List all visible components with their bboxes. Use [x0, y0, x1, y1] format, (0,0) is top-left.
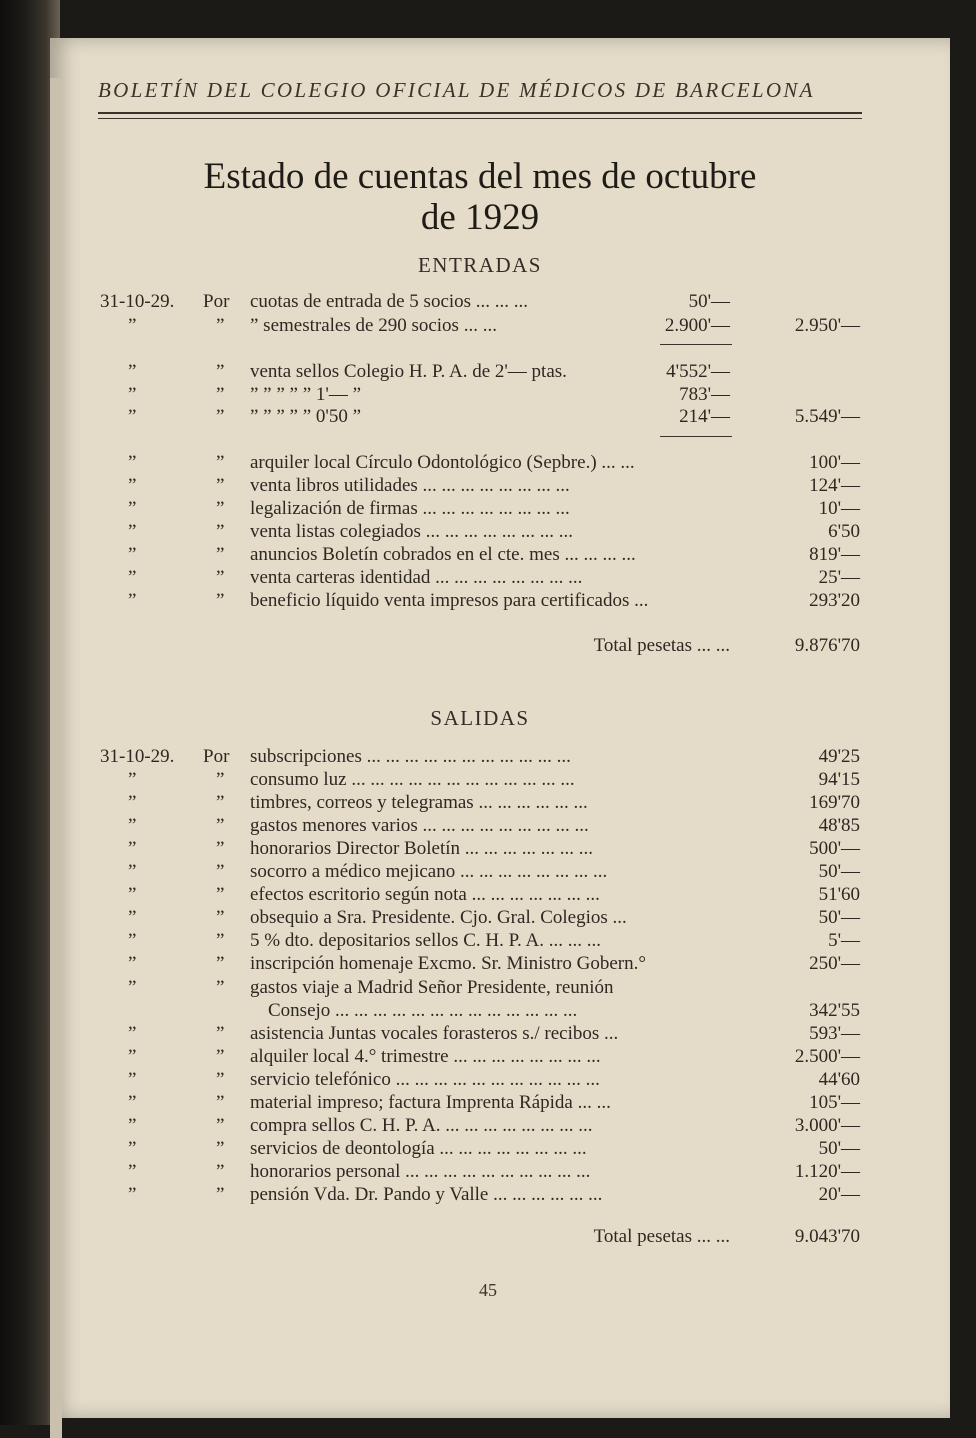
ditto-mark: ”: [216, 907, 225, 928]
ditto-mark: ”: [128, 792, 137, 813]
table-row: [0, 952, 976, 976]
entry-description: gastos menores varios ... ... ... ... ... ... ... ... ...: [250, 815, 589, 836]
ditto-mark: ”: [128, 977, 137, 998]
entry-date: 31-10-29.: [100, 291, 175, 312]
entry-amount: 124'—: [809, 475, 860, 496]
table-row: [0, 883, 976, 907]
entry-amount: 94'15: [818, 769, 860, 790]
entry-description: servicios de deontología ... ... ... ... ... ... ... ...: [250, 1138, 587, 1159]
table-row: [0, 906, 976, 930]
entry-subamount: 783'—: [679, 384, 730, 405]
table-row: [0, 566, 976, 590]
ditto-mark: ”: [216, 384, 225, 405]
entry-description: subscripciones ... ... ... ... ... ... ... ... ... ... ...: [250, 746, 571, 767]
ditto-mark: ”: [216, 1138, 225, 1159]
ditto-mark: ”: [216, 1184, 225, 1205]
page-title-line2: de 1929: [420, 197, 540, 238]
ditto-mark: ”: [128, 1138, 137, 1159]
entry-amount: 293'20: [809, 590, 860, 611]
ditto-mark: ”: [216, 406, 225, 427]
entry-description: legalización de firmas ... ... ... ... ... ... ... ...: [250, 498, 570, 519]
ditto-mark: ”: [128, 861, 137, 882]
ditto-mark: ”: [128, 1092, 137, 1113]
entry-description: asistencia Juntas vocales forasteros s./ recibos ...: [250, 1023, 619, 1044]
total-value: 9.043'70: [794, 1226, 860, 1247]
entry-amount: 500'—: [809, 838, 860, 859]
entry-amount: 51'60: [818, 884, 860, 905]
entradas-total-row: [0, 634, 976, 658]
ditto-mark: ”: [128, 1184, 137, 1205]
table-row: [0, 474, 976, 498]
entry-description: venta listas colegiados ... ... ... ... ... ... ... ...: [250, 521, 573, 542]
entry-description: beneficio líquido venta impresos para certificados ...: [250, 590, 649, 611]
table-row: [0, 589, 976, 613]
entry-amount: 44'60: [818, 1069, 860, 1090]
entry-description: alquiler local 4.° trimestre ... ... ... ... ... ... ... ...: [250, 1046, 601, 1067]
ditto-mark: ”: [216, 590, 225, 611]
ditto-mark: ”: [216, 1046, 225, 1067]
entry-description: venta sellos Colegio H. P. A. de 2'— ptas.: [250, 361, 567, 382]
salidas-total-row: [0, 1225, 976, 1249]
entry-amount: 6'50: [828, 521, 860, 542]
ditto-mark: ”: [128, 590, 137, 611]
ditto-mark: ”: [216, 792, 225, 813]
entry-amount: 5'—: [828, 930, 860, 951]
entry-amount: 50'—: [818, 861, 860, 882]
total-label: Total pesetas ... ...: [593, 1226, 730, 1247]
table-row: [0, 520, 976, 544]
entry-amount: 593'—: [809, 1023, 860, 1044]
table-row: [0, 360, 976, 384]
ditto-mark: ”: [216, 769, 225, 790]
table-row: [0, 314, 976, 338]
entry-amount: 1.120'—: [794, 1161, 860, 1182]
total-label: Total pesetas ... ...: [593, 635, 730, 656]
entry-amount: 819'—: [809, 544, 860, 565]
journal-header: BOLETÍN DEL COLEGIO OFICIAL DE MÉDICOS DE BARCELONA: [98, 78, 815, 102]
entry-amount: 342'55: [809, 1000, 860, 1021]
entry-subamount: 2.900'—: [664, 315, 730, 336]
table-row: [0, 383, 976, 407]
table-row: [0, 497, 976, 521]
entry-description: arquiler local Círculo Odontológico (Sepbre.) ... ...: [250, 452, 635, 473]
table-row: [0, 1160, 976, 1184]
ditto-mark: ”: [216, 977, 225, 998]
header-rule-thin: [98, 118, 862, 119]
ditto-mark: ”: [128, 361, 137, 382]
entry-description: ” ” ” ” ” 1'— ”: [250, 384, 362, 405]
entry-amount: 100'—: [809, 452, 860, 473]
table-row: [0, 290, 976, 314]
ditto-mark: ”: [216, 930, 225, 951]
entradas-heading: ENTRADAS: [417, 253, 542, 277]
page-number: 45: [479, 1280, 497, 1300]
table-row: [0, 860, 976, 884]
table-row: [0, 814, 976, 838]
ditto-mark: ”: [128, 1023, 137, 1044]
table-row: [0, 405, 976, 429]
table-row: [0, 745, 976, 769]
entry-description: ” semestrales de 290 socios ... ...: [250, 315, 497, 336]
entry-description: obsequio a Sra. Presidente. Cjo. Gral. Colegios ...: [250, 907, 627, 928]
entry-subamount: 214'—: [679, 406, 730, 427]
ditto-mark: ”: [216, 475, 225, 496]
ditto-mark: ”: [216, 815, 225, 836]
page-title-line1: Estado de cuentas del mes de octubre: [203, 156, 757, 197]
entry-date: 31-10-29.: [100, 746, 175, 767]
ditto-mark: ”: [216, 1092, 225, 1113]
entry-amount: 2.950'—: [794, 315, 860, 336]
total-value: 9.876'70: [794, 635, 860, 656]
entry-description: compra sellos C. H. P. A. ... ... ... ... ... ... ... ...: [250, 1115, 593, 1136]
ditto-mark: ”: [128, 384, 137, 405]
entry-por: Por: [203, 291, 230, 312]
ditto-mark: ”: [216, 861, 225, 882]
entry-amount: 20'—: [818, 1184, 860, 1205]
header-rule: [98, 112, 862, 114]
entry-subamount: 4'552'—: [666, 361, 730, 382]
table-row: [0, 1091, 976, 1115]
ditto-mark: ”: [216, 452, 225, 473]
entry-amount: 169'70: [809, 792, 860, 813]
table-row: [0, 451, 976, 475]
ditto-mark: ”: [216, 838, 225, 859]
entry-description: venta carteras identidad ... ... ... ... ... ... ... ...: [250, 567, 583, 588]
entry-description: socorro a médico mejicano ... ... ... ... ... ... ... ...: [250, 861, 608, 882]
table-row: [0, 1137, 976, 1161]
entry-amount: 50'—: [818, 1138, 860, 1159]
ditto-mark: ”: [128, 930, 137, 951]
ditto-mark: ”: [216, 1115, 225, 1136]
ditto-mark: ”: [128, 315, 137, 336]
table-row: [0, 999, 976, 1023]
entry-description: anuncios Boletín cobrados en el cte. mes ... ... ... ...: [250, 544, 636, 565]
entry-description: servicio telefónico ... ... ... ... ... ... ... ... ... ... ...: [250, 1069, 600, 1090]
ditto-mark: ”: [128, 452, 137, 473]
table-row: [0, 1022, 976, 1046]
entry-description: consumo luz ... ... ... ... ... ... ... ... ... ... ... ...: [250, 769, 575, 790]
entry-description: efectos escritorio según nota ... ... ... ... ... ... ...: [250, 884, 600, 905]
ditto-mark: ”: [128, 406, 137, 427]
table-row: [0, 976, 976, 1000]
ditto-mark: ”: [216, 315, 225, 336]
entry-description: honorarios personal ... ... ... ... ... ... ... ... ... ...: [250, 1161, 591, 1182]
entry-amount: 49'25: [818, 746, 860, 767]
table-row: [0, 1114, 976, 1138]
ditto-mark: ”: [128, 769, 137, 790]
ditto-mark: ”: [128, 544, 137, 565]
table-row: [0, 929, 976, 953]
entry-amount: 2.500'—: [794, 1046, 860, 1067]
salidas-heading: SALIDAS: [430, 706, 530, 730]
ditto-mark: ”: [128, 1115, 137, 1136]
ditto-mark: ”: [216, 1161, 225, 1182]
sum-rule: [660, 436, 732, 437]
ditto-mark: ”: [128, 567, 137, 588]
entry-description: ” ” ” ” ” 0'50 ”: [250, 406, 362, 427]
ditto-mark: ”: [128, 907, 137, 928]
ditto-mark: ”: [216, 521, 225, 542]
ditto-mark: ”: [216, 1069, 225, 1090]
table-row: [0, 1183, 976, 1207]
entry-amount: 3.000'—: [794, 1115, 860, 1136]
ditto-mark: ”: [128, 1069, 137, 1090]
sum-rule: [660, 344, 732, 345]
ditto-mark: ”: [128, 521, 137, 542]
entry-amount: 48'85: [818, 815, 860, 836]
entry-por: Por: [203, 746, 230, 767]
entry-description: timbres, correos y telegramas ... ... ... ... ... ...: [250, 792, 588, 813]
entry-description: venta libros utilidades ... ... ... ... ... ... ... ...: [250, 475, 570, 496]
entry-description: pensión Vda. Dr. Pando y Valle ... ... ... ... ... ...: [250, 1184, 603, 1205]
ditto-mark: ”: [128, 815, 137, 836]
entry-amount: 10'—: [818, 498, 860, 519]
ditto-mark: ”: [216, 361, 225, 382]
table-row: [0, 791, 976, 815]
ditto-mark: ”: [128, 884, 137, 905]
entry-description: Consejo ... ... ... ... ... ... ... ... ... ... ... ... ...: [268, 1000, 578, 1021]
entry-amount: 105'—: [809, 1092, 860, 1113]
ditto-mark: ”: [216, 1023, 225, 1044]
table-row: [0, 1045, 976, 1069]
ditto-mark: ”: [128, 1046, 137, 1067]
ditto-mark: ”: [128, 475, 137, 496]
ditto-mark: ”: [216, 498, 225, 519]
ditto-mark: ”: [128, 498, 137, 519]
entry-amount: 250'—: [809, 953, 860, 974]
table-row: [0, 543, 976, 567]
ditto-mark: ”: [128, 953, 137, 974]
ditto-mark: ”: [216, 953, 225, 974]
entry-description: honorarios Director Boletín ... ... ... ... ... ... ...: [250, 838, 594, 859]
entry-description: 5 % dto. depositarios sellos C. H. P. A. ... ... ...: [250, 930, 601, 951]
entry-description: cuotas de entrada de 5 socios ... ... ...: [250, 291, 529, 312]
entry-subamount: 50'—: [688, 291, 730, 312]
entry-amount: 50'—: [818, 907, 860, 928]
ditto-mark: ”: [216, 884, 225, 905]
ditto-mark: ”: [216, 544, 225, 565]
table-row: [0, 1068, 976, 1092]
entry-description: inscripción homenaje Excmo. Sr. Ministro Gobern.°: [250, 953, 646, 974]
entry-description: gastos viaje a Madrid Señor Presidente, reunión: [250, 977, 614, 998]
ditto-mark: ”: [128, 1161, 137, 1182]
ditto-mark: ”: [128, 838, 137, 859]
table-row: [0, 837, 976, 861]
entry-amount: 25'—: [818, 567, 860, 588]
table-row: [0, 768, 976, 792]
entry-amount: 5.549'—: [794, 406, 860, 427]
ditto-mark: ”: [216, 567, 225, 588]
entry-description: material impreso; factura Imprenta Rápida ... ...: [250, 1092, 611, 1113]
